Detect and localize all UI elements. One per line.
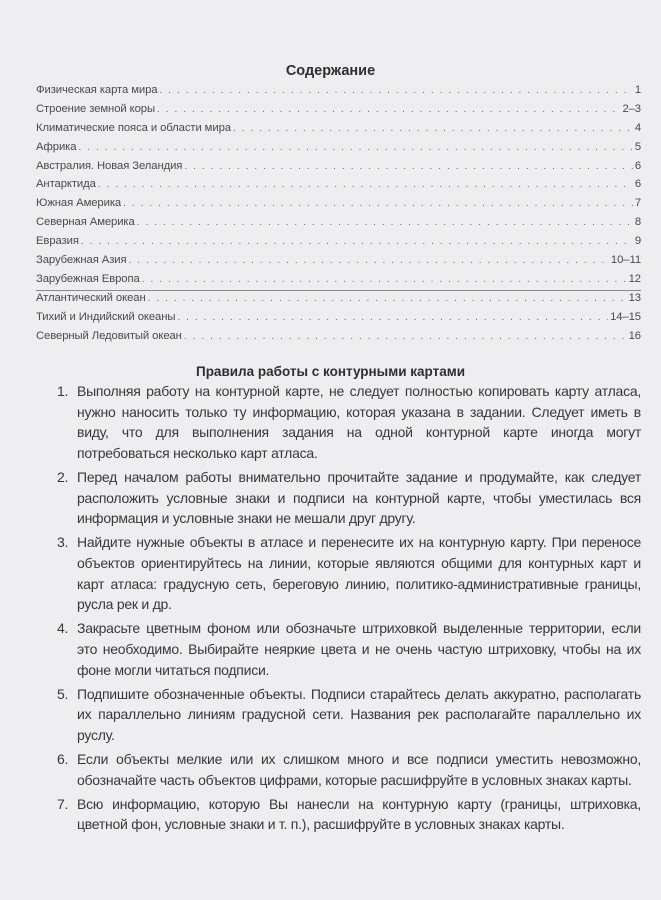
- contents-entry: [36, 235, 641, 254]
- section-divider: [36, 290, 641, 291]
- contents-entry-page: 16: [628, 329, 641, 342]
- rule-item: [57, 618, 641, 680]
- contents-list: [36, 84, 641, 348]
- dot-leader: [177, 312, 608, 323]
- rule-number: 4.: [57, 620, 69, 637]
- rule-item: [57, 467, 641, 529]
- contents-entry: [36, 141, 641, 160]
- contents-entry: [36, 178, 641, 197]
- contents-entry: [36, 311, 641, 330]
- contents-entry-page: 5: [634, 140, 641, 153]
- rule-text: Найдите нужные объекты в атласе и перенесите их на контурную карту. При переносе объектов ориентируйтесь на линии, которые являются общими для контурных карт и карт атласа: градусную сеть, береговую линию, политико-административные границы, русла рек и др.: [77, 534, 641, 613]
- rule-item: [57, 794, 641, 835]
- contents-entry-label: Атлантический океан: [36, 291, 146, 304]
- contents-entry: [36, 197, 641, 216]
- rule-number: 1.: [57, 383, 69, 399]
- dot-leader: [78, 142, 632, 153]
- contents-entry-label: Африка: [36, 140, 77, 153]
- contents-entry: [36, 273, 641, 292]
- dot-leader: [142, 274, 627, 285]
- rule-number: 3.: [57, 534, 69, 551]
- rule-number: 7.: [57, 795, 69, 812]
- contents-entry-label: Антарктида: [36, 178, 96, 191]
- dot-leader: [157, 104, 620, 115]
- contents-entry: [36, 103, 641, 122]
- dot-leader: [233, 123, 633, 134]
- rule-text: Подпишите обозначенные объекты. Подписи старайтесь делать аккуратно, располагать их параллельно линиям градусной сети. Названия рек располагайте параллельно их руслу.: [77, 685, 641, 743]
- dot-leader: [159, 85, 632, 96]
- contents-entry-page: 12: [628, 272, 641, 285]
- rule-number: 5.: [57, 685, 69, 702]
- rules-list: [57, 381, 641, 839]
- dot-leader: [129, 255, 609, 266]
- contents-entry-page: 8: [634, 216, 641, 229]
- contents-entry-label: Тихий и Индийский океаны: [36, 310, 176, 323]
- contents-entry-label: Климатические пояса и области мира: [36, 121, 231, 134]
- contents-entry-label: Зарубежная Европа: [36, 272, 140, 285]
- contents-entry-label: Строение земной коры: [36, 102, 155, 115]
- contents-entry: [36, 122, 641, 141]
- contents-entry-page: 13: [628, 291, 641, 304]
- contents-title: Содержание: [285, 63, 376, 79]
- dot-leader: [123, 198, 633, 209]
- contents-entry-label: Физическая карта мира: [36, 84, 158, 96]
- dot-leader: [184, 331, 627, 342]
- contents-entry: [36, 254, 641, 273]
- contents-entry-page: 10–11: [610, 254, 641, 267]
- contents-entry: [36, 160, 641, 179]
- contents-entry-page: 7: [634, 197, 641, 210]
- rule-number: 6.: [57, 751, 69, 768]
- contents-entry-page: 14–15: [610, 310, 641, 323]
- contents-entry-page: 1: [634, 84, 641, 96]
- rule-item: [57, 749, 641, 790]
- rule-number: 2.: [57, 468, 69, 485]
- dot-leader: [148, 293, 627, 304]
- rule-text: Если объекты мелкие или их слишком много и все подписи уместить невозможно, обозначайте часть объектов цифрами, которые расшифруйте в условных знаках карты.: [77, 751, 641, 788]
- rule-item: [57, 381, 641, 463]
- contents-entry: [36, 292, 641, 311]
- contents-entry-label: Южная Америка: [36, 197, 122, 210]
- rule-text: Закрасьте цветным фоном или обозначьте штриховкой выделенные территории, если это необходимо. Выбирайте неяркие цвета и не очень частую штриховку, чтобы на их фоне могли читаться подписи.: [77, 620, 641, 678]
- dot-leader: [137, 217, 633, 228]
- contents-entry-label: Австралия. Новая Зеландия: [36, 159, 183, 172]
- dot-leader: [98, 179, 633, 190]
- contents-entry-label: Северный Ледовитый океан: [36, 329, 182, 342]
- contents-entry-label: Зарубежная Азия: [36, 254, 127, 267]
- contents-entry-page: 6: [634, 178, 641, 191]
- contents-entry-label: Евразия: [36, 235, 79, 248]
- contents-entry-page: 2–3: [622, 102, 641, 115]
- rule-item: [57, 684, 641, 746]
- rules-title: Правила работы с контурными картами: [195, 364, 465, 379]
- dot-leader: [184, 161, 633, 172]
- contents-entry-page: 9: [634, 235, 641, 248]
- rule-item: [57, 532, 641, 614]
- rule-text: Всю информацию, которую Вы нанесли на контурную карту (границы, штриховка, цветной фон, условные знаки и т. п.), расшифруйте в условных знаках карты.: [77, 795, 641, 833]
- contents-entry: [36, 330, 641, 349]
- contents-entry: [36, 216, 641, 235]
- contents-entry-label: Северная Америка: [36, 216, 135, 229]
- contents-entry-page: 6: [634, 159, 641, 172]
- rule-text: Выполняя работу на контурной карте, не следует полностью копировать карту атласа, нужно наносить только ту информацию, которая указана в задании. Следует иметь в виду, что для выполнения задания на одной контурной карте иногда могут потребоваться несколько карт атласа.: [77, 383, 641, 461]
- dot-leader: [81, 236, 633, 247]
- contents-entry-page: 4: [634, 121, 641, 134]
- rule-text: Перед началом работы внимательно прочитайте задание и продумайте, как следует расположить условные знаки и подписи на контурной карте, чтобы уместилась вся информация и условные знаки не мешали друг другу.: [77, 468, 641, 527]
- contents-entry: [36, 84, 641, 103]
